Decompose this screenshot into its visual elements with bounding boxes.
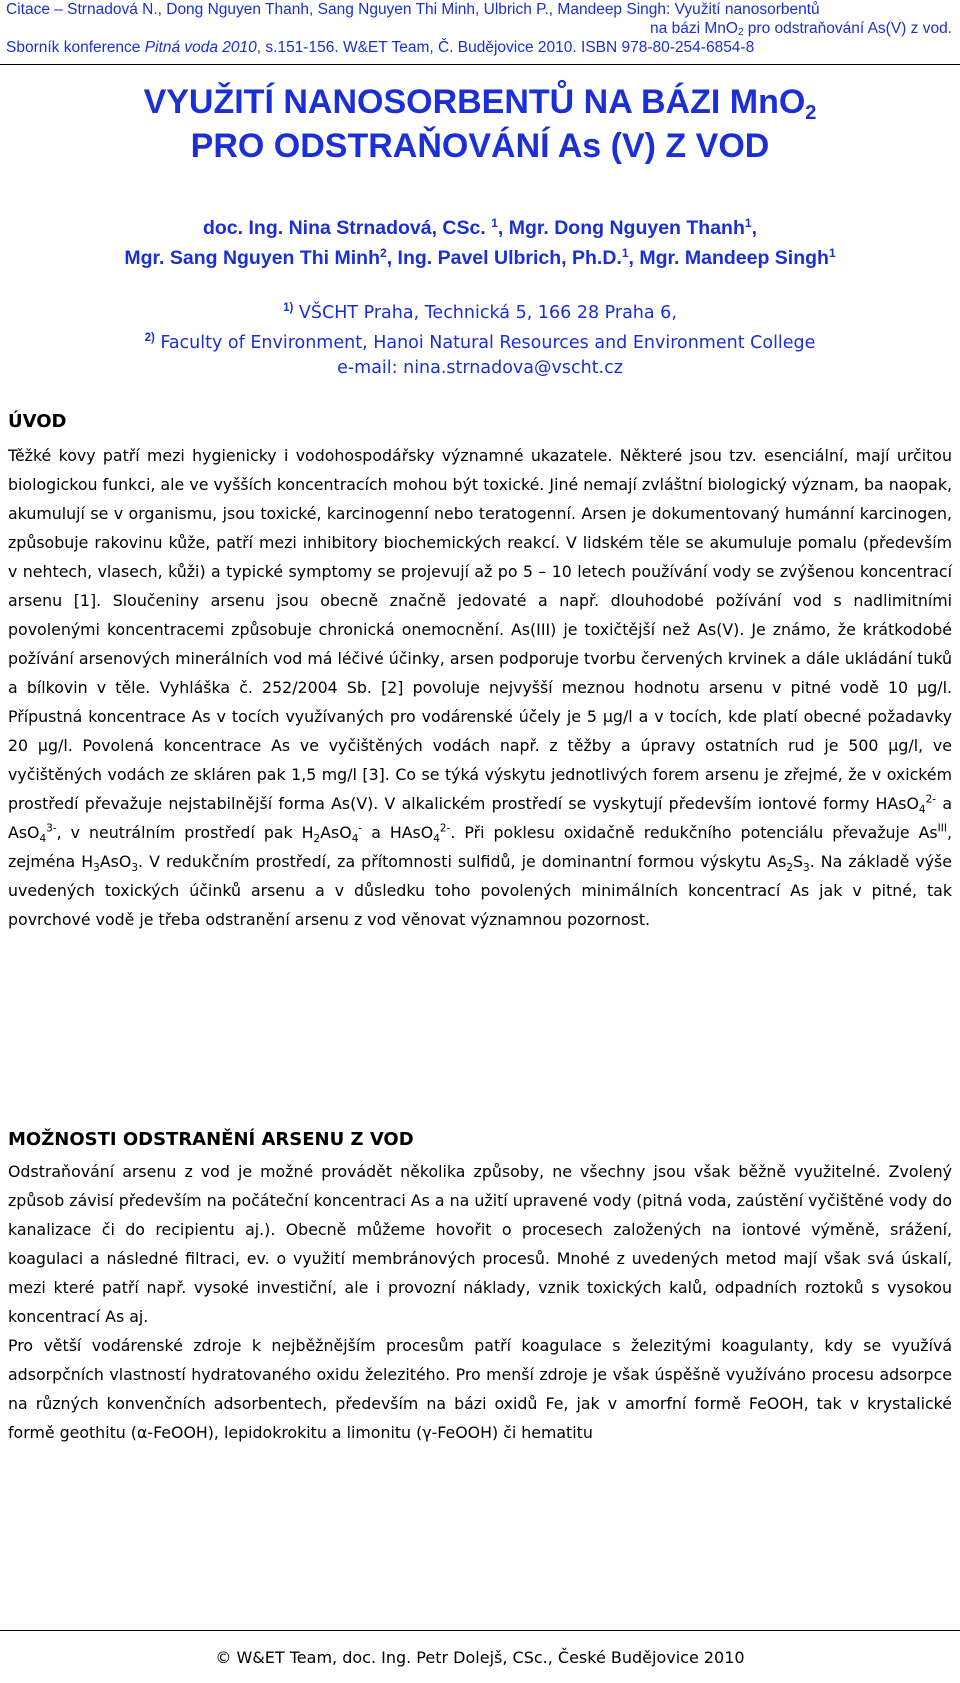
removal-paragraph-1: Odstraňování arsenu z vod je možné provádět několika způsoby, ne všechny jsou však běžně využitelné. Zvolený způsob závisí především na počáteční koncentraci As a na užití upravené vody (pitná voda, zaústění vyčištěné vody do kanalizace či do recipientu aj.). Obecně můžeme hovořit o procesech založených na iontové výměně, srážení, koagulaci a následné filtraci, ev. o využití membránových procesů. Mnohé z uvedených metod mají však svá úskalí, mezi které patří např. vysoké investiční, ale i provozní náklady, vznik toxických kalů, odpadních roztoků s vysokou koncentrací As aj. — [8, 1162, 952, 1326]
intro-body — [8, 441, 952, 934]
removal-paragraph-2: Pro větší vodárenské zdroje k nejběžnějším procesům patří koagulace s železitými koagulanty, kdy se využívá adsorpčních vlastností hydratovaného oxidu železitého. Pro menší zdroje je však úspěšně využíváno procesu adsorpce na různých konvenčních adsorbentech, především na bázi oxidů Fe, jak v amorfní formě FeOOH, tak v krystalické formě geothitu (α-FeOOH), lepidokrokitu a limonitu (γ-FeOOH) či hematitu — [8, 1336, 952, 1442]
affiliation-2: $^{2)}$ Faculty of Environment, Hanoi Natural Resources and Environment College — [144, 332, 816, 353]
section-heading-removal: MOŽNOSTI ODSTRANĚNÍ ARSENU Z VOD — [8, 1129, 414, 1150]
authors-line-2: Mgr. Sang Nguyen Thi Minh$^2$, Ing. Pavel Ulbrich, Ph.D.$^1$, Mgr. Mandeep Singh$^1$ — [124, 246, 836, 269]
citation-header — [0, 0, 960, 65]
section-heading-intro: ÚVOD — [8, 411, 67, 432]
paper-title-line-1: VYUŽITÍ NANOSORBENTŮ NA BÁZI MnO$_2$ — [143, 83, 817, 124]
citation-line-1: Citace – Strnadová N., Dong Nguyen Thanh, Sang Nguyen Thi Minh, Ulbrich P., Mandeep Singh: Využití nanosorbentů — [6, 1, 820, 18]
footer-copyright: © W&ET Team, doc. Ing. Petr Dolejš, CSc., České Budějovice 2010 — [215, 1648, 745, 1667]
authors-line-1: doc. Ing. Nina Strnadová, CSc. $^1$, Mgr. Dong Nguyen Thanh$^1$, — [202, 216, 757, 239]
removal-body — [8, 1157, 952, 1447]
contact-email: e-mail: nina.strnadova@vscht.cz — [337, 358, 623, 378]
affiliation-1: $^{1)}$ VŠCHT Praha, Technická 5, 166 28 Praha 6, — [283, 302, 677, 323]
citation-line-2: na bázi MnO$_2$ pro odstraňování As(V) z vod. — [650, 20, 952, 38]
page-footer — [0, 1630, 960, 1683]
citation-line-3: Sborník konference Pitná voda 2010, s.151-156. W&ET Team, Č. Budějovice 2010. ISBN 978-80-254-6854-8 — [6, 39, 755, 56]
paper-title-line-2: PRO ODSTRAŇOVÁNÍ As (V) Z VOD — [190, 127, 770, 165]
intro-paragraph: Těžké kovy patří mezi hygienicky i vodohospodářsky významné ukazatele. Některé jsou tzv. esenciální, mají určitou biologickou funkci, ale ve vyšších koncentracích mohou být toxické. Jiné nemají zvláštní biologický význam, ba naopak, akumulují se v organismu, jsou toxické, karcinogenní nebo teratogenní. Arsen je dokumentovaný humánní karcinogen, způsobuje rakovinu kůže, patří mezi inhibitory biochemických reakcí. V lidském těle se akumuluje pomalu (především v nehtech, vlasech, kůži) a typické symptomy se projevují až po 5 – 10 letech používání vody se zvýšenou koncentrací arsenu [1]. Sloučeniny arsenu jsou obecně značně jedovaté a např. dlouhodobé požívání vod s nadlimitními povolenými koncentracemi způsobuje chronická onemocnění. As(III) je toxičtější než As(V). Je známo, že krátkodobé požívání arsenových minerálních vod má léčivé účinky, arsen podporuje tvorbu červených krvinek a dále ukládání tuků a bílkovin v těle. Vyhláška č. 252/2004 Sb. [2] povoluje nejvyšší meznou hodnotu arsenu v pitné vodě 10 μg/l. Přípustná koncentrace As v tocích využívaných pro vodárenské účely je 5 μg/l a v tocích, kde platí obecné požadavky 20 μg/l. Povolená koncentrace As ve vyčištěných vodách např. z těžby a úpravy ostatních rud je 500 μg/l, ve vyčištěných vodách ze skláren pak 1,5 mg/l [3]. Co se týká výskytu jednotlivých forem arsenu je zřejmé, že v oxickém prostředí převažuje nejstabilnější forma As(V). V alkalickém prostředí se vyskytují především iontové formy HAsO$_4^{2-}$ a AsO$_4^{3-}$, v neutrálním prostředí pak $H_2AsO_4^-$ a HAsO$_4^{2-}$. Při poklesu oxidačně redukčního potenciálu převažuje $As^{III}$, zejména $H_3AsO_3$. V redukčním prostředí, za přítomnosti sulfidů, je dominantní formou výskytu $As_2S_3$. Na základě výše uvedených toxických účinků arsenu a v důsledku toho povolených minimálních koncentrací As jak v pitné, tak povrchové vodě je třeba odstranění arsenu z vod věnovat významnou pozornost. — [8, 446, 952, 929]
